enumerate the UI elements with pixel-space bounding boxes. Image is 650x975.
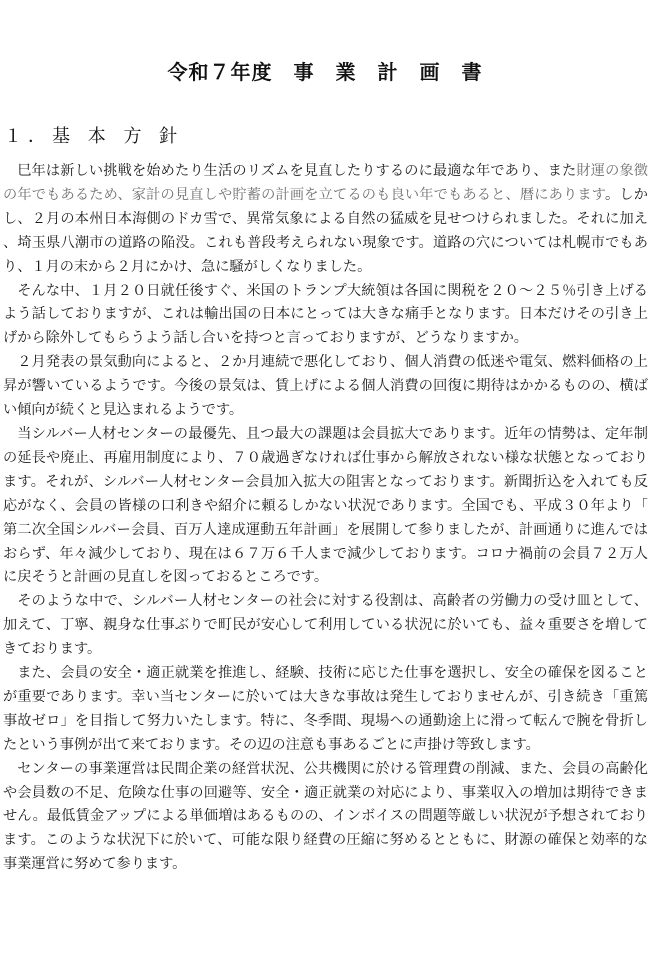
page-title: 令和７年度 事 業 計 画 書 <box>167 60 483 84</box>
section-heading <box>4 122 183 148</box>
body-text <box>3 160 648 877</box>
paragraph-1-text: 巳年は新しい挑戦を始めたり生活のリズムを見直したりするのに最適な年であり、また <box>17 163 577 179</box>
paragraph-1 <box>3 160 648 280</box>
paragraph-2: そんな中、１月２０日就任後すぐ、米国のトランプ大統領は各国に関税を２０～２５％引き上げるよう話しておりますが、これは輸出国の日本にとっては大きな痛手となります。日本だけその引き上げから除外してもらうよう話し合いを持つと言っておりますが、どうなりますか。 <box>3 282 648 347</box>
paragraph-1-text-continued: 。しかし、２月の本州日本海側のドカ雪で、異常気象による自然の猛威を見せつけられました。それに加え、埼玉県八潮市の道路の陥没。これも普段考えられない現象です。道路の穴については札幌市でもあり、１月の末から２月にかけ、急に騒がしくなりました。 <box>3 186 648 275</box>
paragraph-4: 当シルバー人材センターの最優先、且つ最大の課題は会員拡大であります。近年の情勢は、定年制の延長や廃止、再雇用制度により、７０歳過ぎなければ仕事から解放されない様な状態となっております。それが、シルバー人材センター会員加入拡大の阻害となっております。新聞折込を入れても反応がなく、会員の皆様の口利きや紹介に頼るしかない状況であります。全国でも、平成３０年より「第二次全国シルバー会員、百万人達成運動五年計画」を展開して参りましたが、計画通りに進んではおらず、年々減少しており、現在は６７万６千人まで減少しております。コロナ禍前の会員７２万人に戻そうと計画の見直しを図っておるところです。 <box>3 425 648 586</box>
paragraph-6: また、会員の安全・適正就業を推進し、経験、技術に応じた仕事を選択し、安全の確保を図ることが重要であります。幸い当センターに於いては大きな事故は発生しておりませんが、引き続き「重篤事故ゼロ」を目指して努力いたします。特に、冬季間、現場への通勤途上に滑って転んで腕を骨折したという事例が出て来ております。その辺の注意も事あるごとに声掛け等致します。 <box>3 665 648 753</box>
paragraph-7: センターの事業運営は民間企業の経営状況、公共機関に於ける管理費の削減、また、会員の高齢化や会員数の不足、危険な仕事の回避等、安全・適正就業の対応により、事業収入の増加は期待できません。最低賃金アップによる単価増はあるものの、インボイスの問題等厳しい状況が予想されております。このような状況下に於いて、可能な限り経費の圧縮に努めるとともに、財源の確保と効率的な事業運営に努めて参ります。 <box>3 760 648 873</box>
paragraph-1-faded-text: 財運の象徴の年でもあるため、家計の見直しや貯蓄の計画を立てるのも良い年でもあると、暦にあります <box>3 163 648 203</box>
section-heading-text: 基 本 方 針 <box>52 126 184 147</box>
section-number: １． <box>4 126 52 147</box>
paragraph-3: ２月発表の景気動向によると、２か月連続で悪化しており、個人消費の低迷や電気、燃料価格の上昇が響いているようです。今後の景気は、賃上げによる個人消費の回復に期待はかかるものの、横ばい傾向が続くと見込まれるようです。 <box>3 354 648 419</box>
paragraph-5: そのような中で、シルバー人材センターの社会に対する役割は、高齢者の労働力の受け皿として、加えて、丁寧、親身な仕事ぶりで町民が安心して利用している状況に於いても、益々重要さを増してきております。 <box>3 593 648 658</box>
